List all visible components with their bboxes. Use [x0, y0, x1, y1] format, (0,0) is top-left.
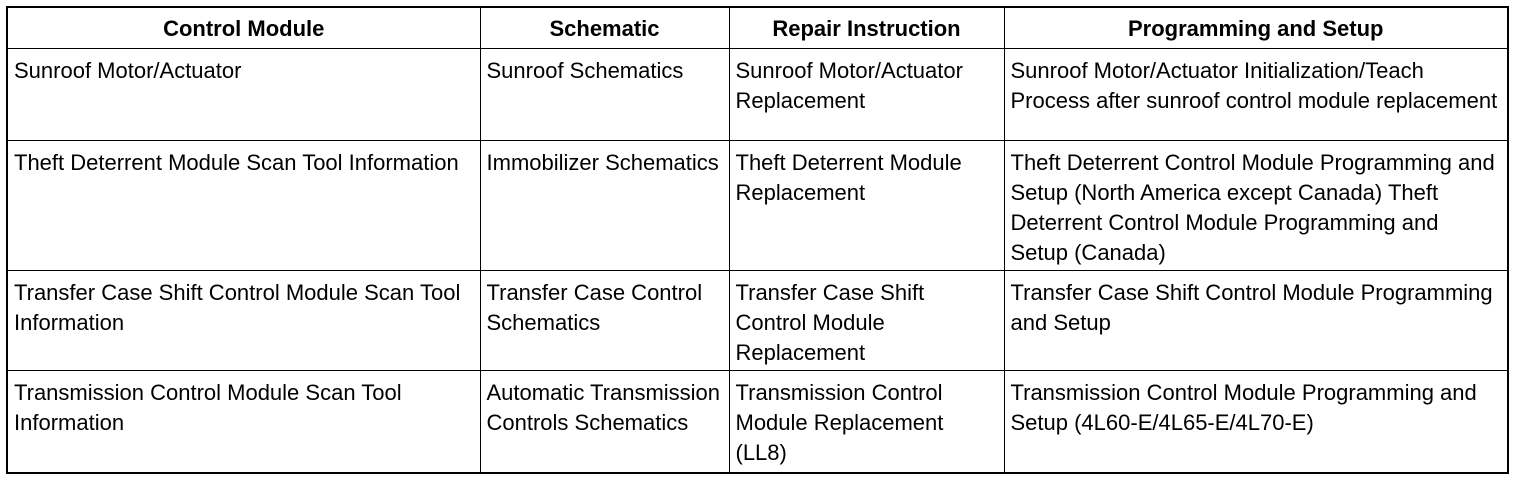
- cell-repair-instruction-link[interactable]: Transfer Case Shift Control Module Replacement: [729, 271, 1004, 371]
- table-row: [7, 371, 1508, 474]
- cell-control-module: Sunroof Motor/Actuator: [7, 49, 480, 141]
- header-schematic: Schematic: [480, 7, 729, 49]
- table-row: [7, 141, 1508, 271]
- cell-programming-setup-link[interactable]: Sunroof Motor/Actuator Initialization/Teach Process after sunroof control module replacement: [1004, 49, 1508, 141]
- cell-repair-instruction-link[interactable]: Theft Deterrent Module Replacement: [729, 141, 1004, 271]
- header-control-module: Control Module: [7, 7, 480, 49]
- cell-repair-instruction-link[interactable]: Transmission Control Module Replacement (LL8): [729, 371, 1004, 474]
- cell-schematic-link[interactable]: Transfer Case Control Schematics: [480, 271, 729, 371]
- cell-repair-instruction-link[interactable]: Sunroof Motor/Actuator Replacement: [729, 49, 1004, 141]
- cell-schematic-link[interactable]: Sunroof Schematics: [480, 49, 729, 141]
- table-row: [7, 49, 1508, 141]
- table-row: [7, 271, 1508, 371]
- cell-programming-setup-link[interactable]: Transmission Control Module Programming and Setup (4L60-E/4L65-E/4L70-E): [1004, 371, 1508, 474]
- cell-control-module: Transfer Case Shift Control Module Scan Tool Information: [7, 271, 480, 371]
- header-programming-setup: Programming and Setup: [1004, 7, 1508, 49]
- cell-schematic-link[interactable]: Immobilizer Schematics: [480, 141, 729, 271]
- cell-programming-setup-link[interactable]: Transfer Case Shift Control Module Programming and Setup: [1004, 271, 1508, 371]
- header-row: [7, 7, 1508, 49]
- cell-control-module: Transmission Control Module Scan Tool Information: [7, 371, 480, 474]
- cell-programming-setup-link[interactable]: Theft Deterrent Control Module Programming and Setup (North America except Canada) Theft Deterrent Control Module Programming and Setup (Canada): [1004, 141, 1508, 271]
- module-reference-table: [6, 6, 1509, 474]
- cell-control-module: Theft Deterrent Module Scan Tool Information: [7, 141, 480, 271]
- header-repair-instruction: Repair Instruction: [729, 7, 1004, 49]
- cell-schematic-link[interactable]: Automatic Transmission Controls Schematics: [480, 371, 729, 474]
